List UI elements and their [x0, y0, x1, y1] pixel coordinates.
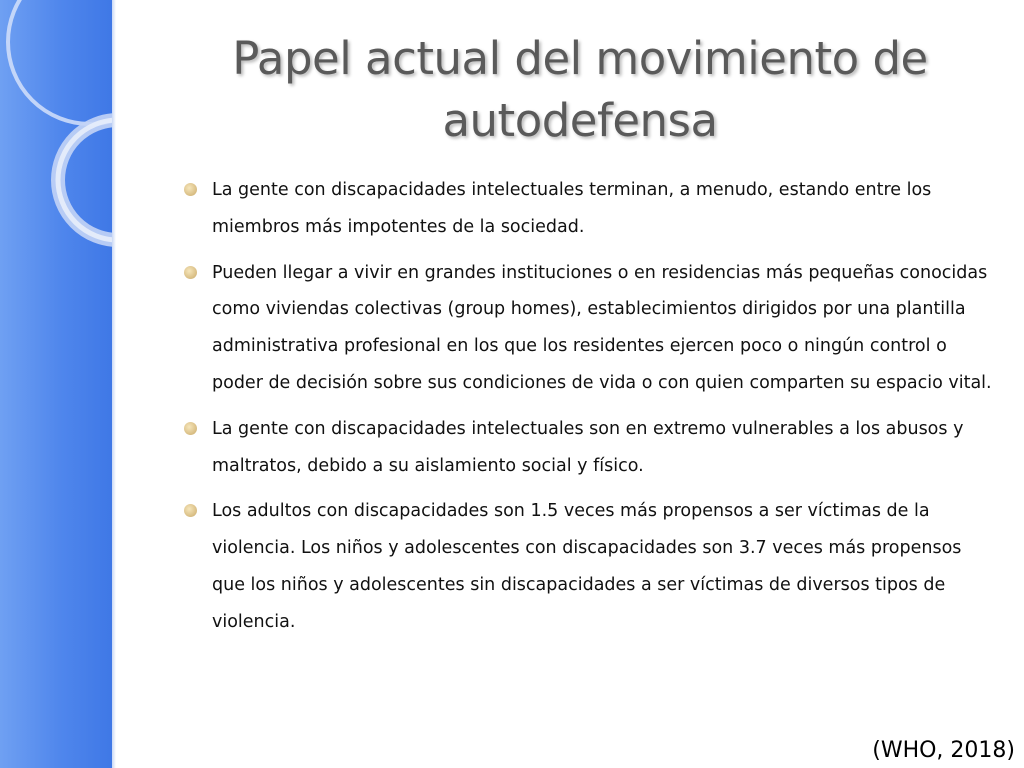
bullet-text: Los adultos con discapacidades son 1.5 veces más propensos a ser víctimas de la violencia. Los niños y adolescentes con discapacidades son 3.7 veces más propensos que los niños y adolescentes sin discapacidades a ser víctimas de diversos tipos de violencia.: [212, 501, 962, 632]
bullet-dot-icon: [184, 183, 197, 196]
bullet-list: [183, 172, 993, 650]
bullet-item: [183, 172, 993, 246]
slide-title: [140, 28, 1020, 152]
bullet-item: [183, 255, 993, 402]
bullet-text: La gente con discapacidades intelectuales son en extremo vulnerables a los abusos y maltratos, debido a su aislamiento social y físico.: [212, 418, 964, 476]
slide-title-line-1: Papel actual del movimiento de: [232, 32, 928, 85]
bullet-item: [183, 411, 993, 485]
bullet-dot-icon: [184, 422, 197, 435]
bullet-dot-icon: [184, 504, 197, 517]
bullet-text: Pueden llegar a vivir en grandes instituciones o en residencias más pequeñas conocidas como viviendas colectivas (group homes), establecimientos dirigidos por una plantilla administrativa profesional en los que los residentes ejercen poco o ningún control o poder de decisión sobre sus condiciones de vida o con quien comparten su espacio vital.: [212, 262, 992, 393]
side-band: [0, 0, 112, 768]
bullet-dot-icon: [184, 266, 197, 279]
ring-medium-outer: [58, 120, 112, 240]
side-band-edge: [112, 0, 116, 768]
bullet-item: [183, 493, 993, 640]
citation: (WHO, 2018): [872, 738, 1015, 763]
concentric-rings-icon: [0, 0, 112, 260]
slide-title-line-2: autodefensa: [442, 94, 718, 147]
ring-large: [8, 0, 112, 124]
bullet-text: La gente con discapacidades intelectuales terminan, a menudo, estando entre los miembros más impotentes de la sociedad.: [212, 180, 932, 237]
